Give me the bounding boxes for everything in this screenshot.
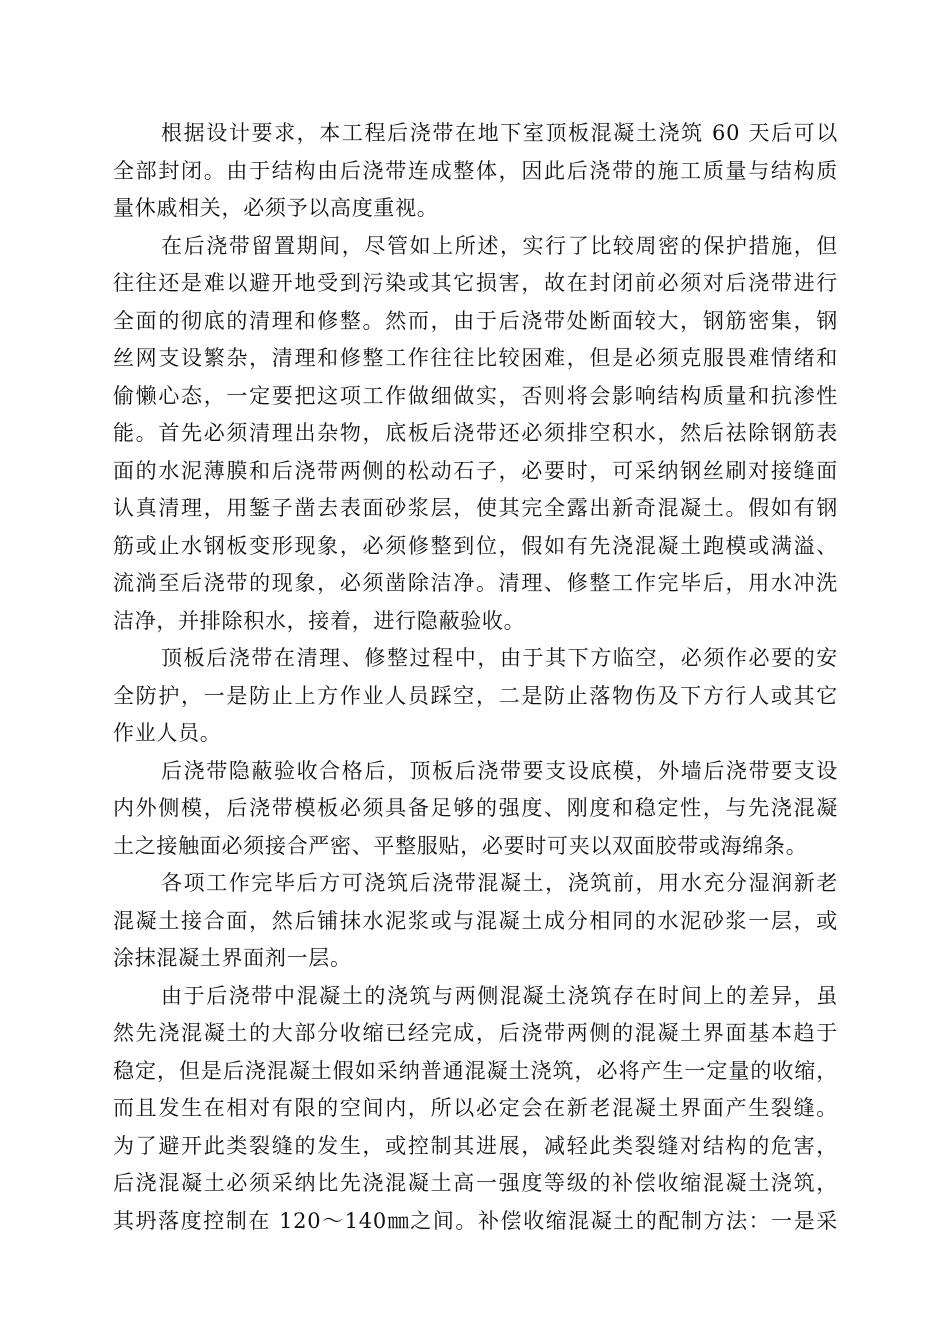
text-line: 认真清理，用錾子凿去表面砂浆层，使其完全露出新奇混凝土。假如有钢 xyxy=(113,496,838,520)
text-line: 全防护，一是防止上方作业人员踩空，二是防止落物伤及下方行人或其它 xyxy=(113,683,838,708)
text-line: 能。首先必须清理出杂物，底板后浇带还必须排空积水，然后祛除钢筋表 xyxy=(113,421,838,445)
text-line: 作业人员。 xyxy=(113,721,222,745)
text-line: 为了避开此类裂缝的发生，或控制其进展，减轻此类裂缝对结构的危害， xyxy=(113,1133,838,1158)
text-line: 根据设计要求，本工程后浇带在地下室顶板混凝土浇筑 60 天后可以 xyxy=(161,121,838,145)
text-line: 丝网支设繁杂，清理和修整工作往往比较困难，但是必须克服畏难情绪和 xyxy=(113,346,838,370)
text-line: 往往还是难以避开地受到污染或其它损害，故在封闭前必须对后浇带进行 xyxy=(113,271,838,295)
text-line: 流淌至后浇带的现象，必须凿除洁净。清理、修整工作完毕后，用水冲洗 xyxy=(113,571,838,595)
text-line: 土之接触面必须接合严密、平整服贴，必要时可夹以双面胶带或海绵条。 xyxy=(113,833,808,858)
text-line: 洁净，并排除积水，接着，进行隐蔽验收。 xyxy=(113,608,526,633)
text-line: 由于后浇带中混凝土的浇筑与两侧混凝土浇筑存在时间上的差异，虽 xyxy=(161,983,838,1008)
text-line: 涂抹混凝土界面剂一层。 xyxy=(113,946,352,970)
text-line: 偷懒心态，一定要把这项工作做细做实，否则将会影响结构质量和抗渗性 xyxy=(113,383,838,408)
text-line: 混凝土接合面，然后铺抹水泥浆或与混凝土成分相同的水泥砂浆一层，或 xyxy=(113,908,838,933)
text-line: 全部封闭。由于结构由后浇带连成整体，因此后浇带的施工质量与结构质 xyxy=(113,158,838,183)
text-line: 内外侧模，后浇带模板必须具备足够的强度、刚度和稳定性，与先浇混凝 xyxy=(113,796,838,820)
text-line: 面的水泥薄膜和后浇带两侧的松动石子，必要时，可采纳钢丝刷对接缝面 xyxy=(113,458,838,483)
text-line: 顶板后浇带在清理、修整过程中，由于其下方临空，必须作必要的安 xyxy=(161,646,838,670)
text-line: 后浇带隐蔽验收合格后，顶板后浇带要支设底模，外墙后浇带要支设 xyxy=(161,758,838,783)
text-line: 其坍落度控制在 120～140㎜之间。补偿收缩混凝土的配制方法：一是采 xyxy=(113,1208,838,1233)
text-line: 筋或止水钢板变形现象，必须修整到位，假如有先浇混凝土跑模或满溢、 xyxy=(113,533,838,558)
text-line: 然先浇混凝土的大部分收缩已经完成，后浇带两侧的混凝土界面基本趋于 xyxy=(113,1021,838,1045)
text-line: 稳定，但是后浇混凝土假如采纳普通混凝土浇筑，必将产生一定量的收缩， xyxy=(113,1058,838,1083)
text-line: 各项工作完毕后方可浇筑后浇带混凝土，浇筑前，用水充分湿润新老 xyxy=(161,871,838,895)
text-line: 量休戚相关，必须予以高度重视。 xyxy=(113,196,439,220)
text-line: 在后浇带留置期间，尽管如上所述，实行了比较周密的保护措施，但 xyxy=(161,233,838,258)
text-line: 而且发生在相对有限的空间内，所以必定会在新老混凝土界面产生裂缝。 xyxy=(113,1096,838,1120)
body-text xyxy=(113,115,838,1240)
text-line: 全面的彻底的清理和修整。然而，由于后浇带处断面较大，钢筋密集，钢 xyxy=(113,308,838,333)
text-line: 后浇混凝土必须采纳比先浇混凝土高一强度等级的补偿收缩混凝土浇筑， xyxy=(113,1171,838,1195)
